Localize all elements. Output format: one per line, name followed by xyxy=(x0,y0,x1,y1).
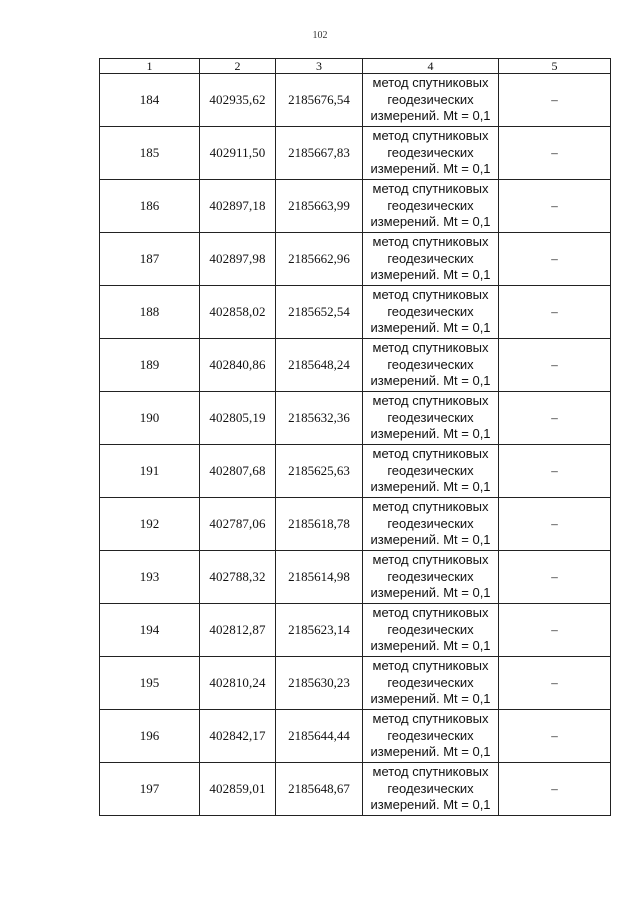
method-line-2: геодезических xyxy=(387,409,474,425)
method-line-3: измерений. Mt = 0,1 xyxy=(370,373,491,389)
y-coordinate: 2185648,24 xyxy=(276,339,363,392)
y-coordinate: 2185618,78 xyxy=(276,498,363,551)
column-header-3: 3 xyxy=(276,59,363,74)
method-line-1: метод спутниковых xyxy=(372,234,489,250)
table-row xyxy=(100,233,611,286)
method-line-2: геодезических xyxy=(387,356,474,372)
point-number: 187 xyxy=(100,233,200,286)
method-line-3: измерений. Mt = 0,1 xyxy=(370,744,491,760)
method-line-2: геодезических xyxy=(387,303,474,319)
column-header-4: 4 xyxy=(363,59,499,74)
point-number: 191 xyxy=(100,445,200,498)
y-coordinate: 2185667,83 xyxy=(276,127,363,180)
column-5-value: – xyxy=(499,127,611,180)
method-line-2: геодезических xyxy=(387,91,474,107)
method-line-2: геодезических xyxy=(387,515,474,531)
method-cell xyxy=(363,710,499,763)
x-coordinate: 402805,19 xyxy=(200,392,276,445)
table-row xyxy=(100,339,611,392)
column-5-value: – xyxy=(499,286,611,339)
table-row xyxy=(100,710,611,763)
y-coordinate: 2185676,54 xyxy=(276,74,363,127)
method-cell xyxy=(363,233,499,286)
method-line-3: измерений. Mt = 0,1 xyxy=(370,479,491,495)
method-line-3: измерений. Mt = 0,1 xyxy=(370,797,491,813)
method-line-1: метод спутниковых xyxy=(372,287,489,303)
x-coordinate: 402858,02 xyxy=(200,286,276,339)
method-line-1: метод спутниковых xyxy=(372,764,489,780)
point-number: 195 xyxy=(100,657,200,710)
y-coordinate: 2185662,96 xyxy=(276,233,363,286)
method-line-2: геодезических xyxy=(387,144,474,160)
y-coordinate: 2185648,67 xyxy=(276,763,363,816)
x-coordinate: 402897,18 xyxy=(200,180,276,233)
column-5-value: – xyxy=(499,339,611,392)
y-coordinate: 2185614,98 xyxy=(276,551,363,604)
x-coordinate: 402897,98 xyxy=(200,233,276,286)
table-row xyxy=(100,286,611,339)
method-cell xyxy=(363,657,499,710)
x-coordinate: 402859,01 xyxy=(200,763,276,816)
method-line-1: метод спутниковых xyxy=(372,658,489,674)
x-coordinate: 402842,17 xyxy=(200,710,276,763)
table-row xyxy=(100,127,611,180)
point-number: 194 xyxy=(100,604,200,657)
x-coordinate: 402812,87 xyxy=(200,604,276,657)
column-header-2: 2 xyxy=(200,59,276,74)
table-row xyxy=(100,74,611,127)
method-line-2: геодезических xyxy=(387,568,474,584)
column-5-value: – xyxy=(499,233,611,286)
method-line-1: метод спутниковых xyxy=(372,711,489,727)
method-line-1: метод спутниковых xyxy=(372,393,489,409)
table-row xyxy=(100,392,611,445)
method-line-3: измерений. Mt = 0,1 xyxy=(370,320,491,336)
method-line-3: измерений. Mt = 0,1 xyxy=(370,532,491,548)
column-header-1: 1 xyxy=(100,59,200,74)
method-line-3: измерений. Mt = 0,1 xyxy=(370,108,491,124)
y-coordinate: 2185644,44 xyxy=(276,710,363,763)
method-line-2: геодезических xyxy=(387,462,474,478)
point-number: 196 xyxy=(100,710,200,763)
method-cell xyxy=(363,180,499,233)
method-line-3: измерений. Mt = 0,1 xyxy=(370,691,491,707)
table-body xyxy=(100,74,611,816)
method-line-3: измерений. Mt = 0,1 xyxy=(370,426,491,442)
x-coordinate: 402911,50 xyxy=(200,127,276,180)
method-line-3: измерений. Mt = 0,1 xyxy=(370,161,491,177)
column-header-5: 5 xyxy=(499,59,611,74)
y-coordinate: 2185632,36 xyxy=(276,392,363,445)
table-row xyxy=(100,551,611,604)
method-cell xyxy=(363,445,499,498)
y-coordinate: 2185630,23 xyxy=(276,657,363,710)
method-line-1: метод спутниковых xyxy=(372,340,489,356)
table-row xyxy=(100,180,611,233)
column-5-value: – xyxy=(499,551,611,604)
method-cell xyxy=(363,392,499,445)
method-line-2: геодезических xyxy=(387,197,474,213)
method-line-3: измерений. Mt = 0,1 xyxy=(370,585,491,601)
method-line-1: метод спутниковых xyxy=(372,128,489,144)
column-5-value: – xyxy=(499,180,611,233)
x-coordinate: 402807,68 xyxy=(200,445,276,498)
point-number: 192 xyxy=(100,498,200,551)
column-5-value: – xyxy=(499,604,611,657)
method-line-2: геодезических xyxy=(387,621,474,637)
y-coordinate: 2185652,54 xyxy=(276,286,363,339)
point-number: 185 xyxy=(100,127,200,180)
coordinates-table xyxy=(99,58,611,816)
method-cell xyxy=(363,551,499,604)
method-line-3: измерений. Mt = 0,1 xyxy=(370,267,491,283)
method-line-2: геодезических xyxy=(387,250,474,266)
method-cell xyxy=(363,604,499,657)
method-line-2: геодезических xyxy=(387,780,474,796)
point-number: 188 xyxy=(100,286,200,339)
y-coordinate: 2185625,63 xyxy=(276,445,363,498)
column-5-value: – xyxy=(499,498,611,551)
method-line-3: измерений. Mt = 0,1 xyxy=(370,214,491,230)
table-row xyxy=(100,498,611,551)
method-cell xyxy=(363,74,499,127)
x-coordinate: 402840,86 xyxy=(200,339,276,392)
method-line-1: метод спутниковых xyxy=(372,181,489,197)
x-coordinate: 402787,06 xyxy=(200,498,276,551)
column-5-value: – xyxy=(499,392,611,445)
method-line-1: метод спутниковых xyxy=(372,552,489,568)
method-cell xyxy=(363,339,499,392)
method-line-2: геодезических xyxy=(387,727,474,743)
method-cell xyxy=(363,763,499,816)
method-line-1: метод спутниковых xyxy=(372,75,489,91)
method-line-1: метод спутниковых xyxy=(372,605,489,621)
method-line-1: метод спутниковых xyxy=(372,446,489,462)
table-row xyxy=(100,657,611,710)
method-line-3: измерений. Mt = 0,1 xyxy=(370,638,491,654)
x-coordinate: 402810,24 xyxy=(200,657,276,710)
point-number: 197 xyxy=(100,763,200,816)
x-coordinate: 402788,32 xyxy=(200,551,276,604)
method-cell xyxy=(363,127,499,180)
point-number: 193 xyxy=(100,551,200,604)
point-number: 190 xyxy=(100,392,200,445)
point-number: 189 xyxy=(100,339,200,392)
table-header-row xyxy=(100,59,611,74)
column-5-value: – xyxy=(499,763,611,816)
method-line-1: метод спутниковых xyxy=(372,499,489,515)
x-coordinate: 402935,62 xyxy=(200,74,276,127)
method-cell xyxy=(363,286,499,339)
table-row xyxy=(100,763,611,816)
column-5-value: – xyxy=(499,710,611,763)
column-5-value: – xyxy=(499,657,611,710)
y-coordinate: 2185663,99 xyxy=(276,180,363,233)
column-5-value: – xyxy=(499,74,611,127)
method-cell xyxy=(363,498,499,551)
y-coordinate: 2185623,14 xyxy=(276,604,363,657)
column-5-value: – xyxy=(499,445,611,498)
page-number: 102 xyxy=(312,30,328,41)
method-line-2: геодезических xyxy=(387,674,474,690)
point-number: 186 xyxy=(100,180,200,233)
table-row xyxy=(100,445,611,498)
point-number: 184 xyxy=(100,74,200,127)
table-row xyxy=(100,604,611,657)
